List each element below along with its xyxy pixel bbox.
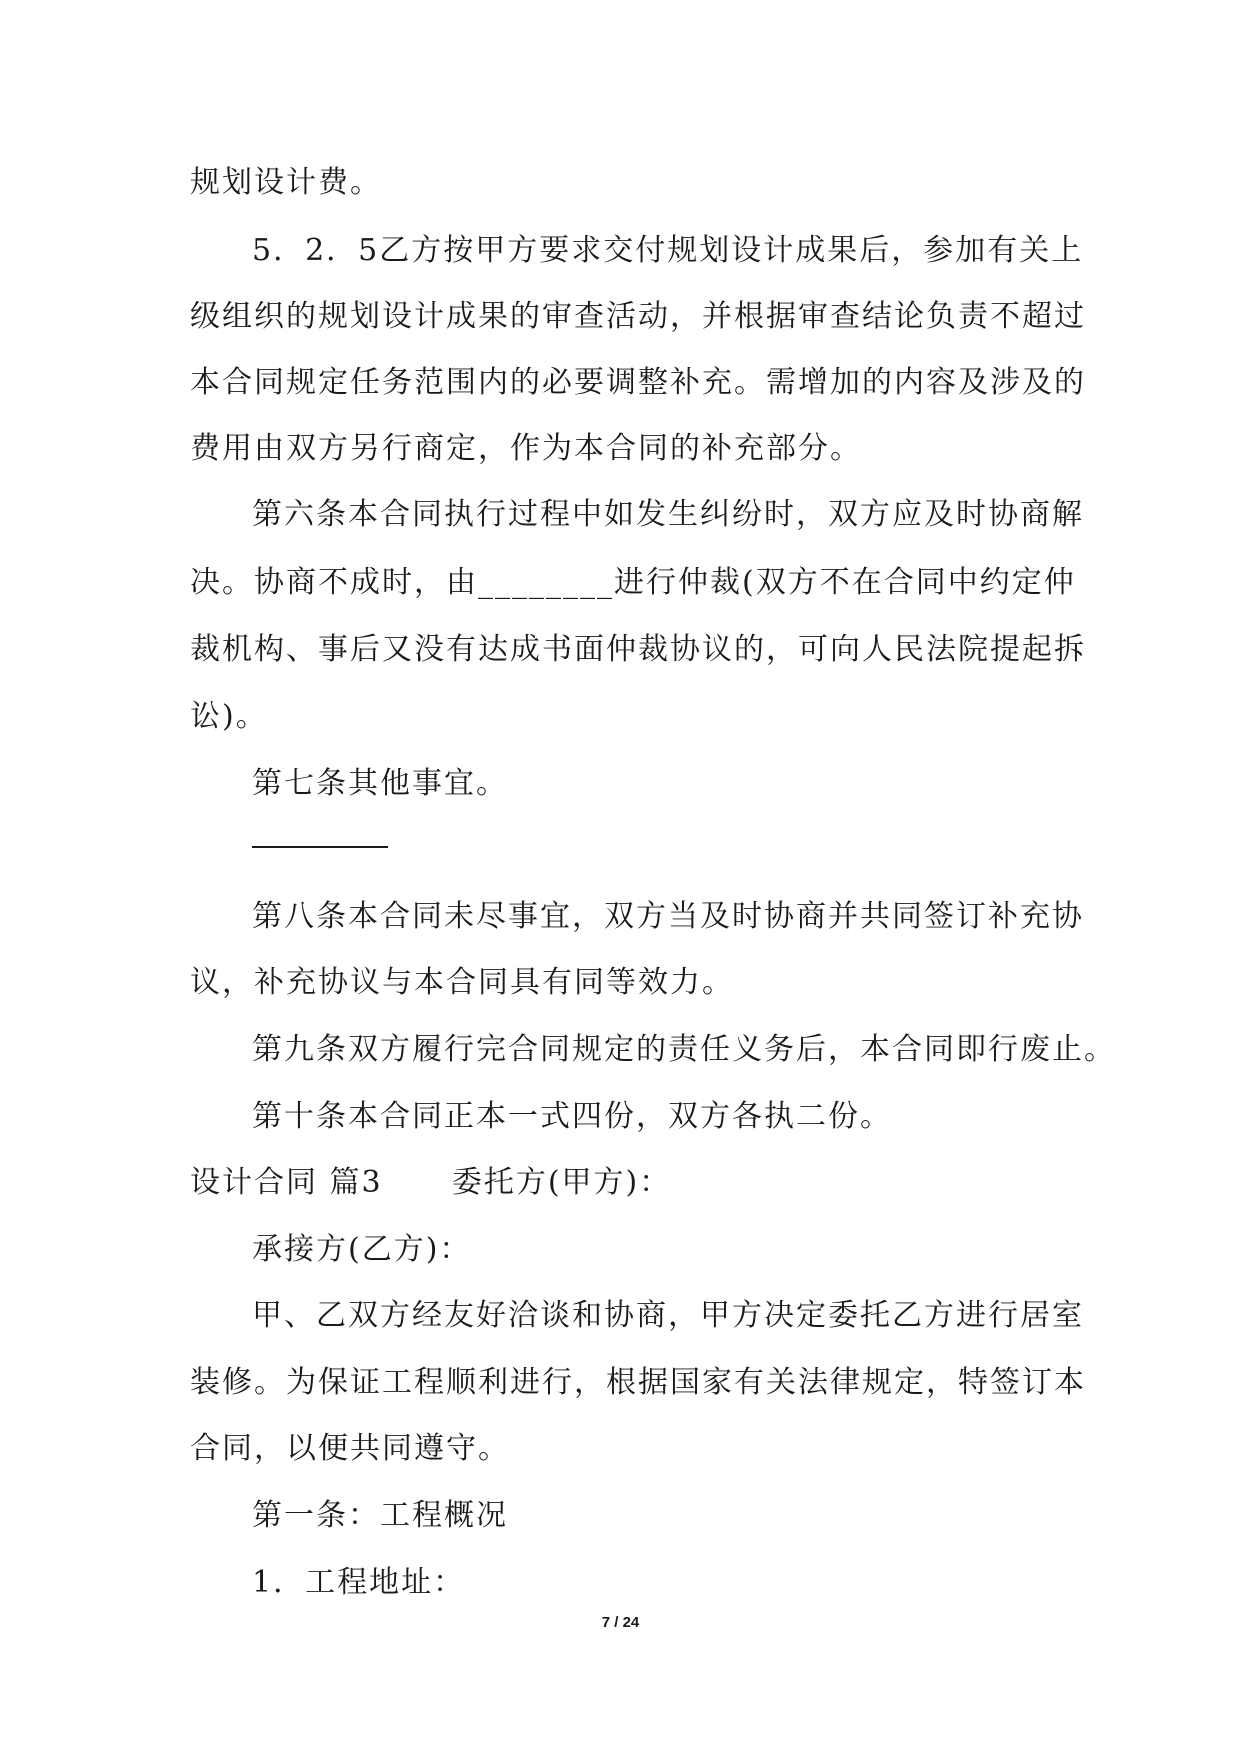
paragraph-line: 讼)。 bbox=[190, 699, 268, 734]
paragraph-line: 费用由双方另行商定，作为本合同的补充部分。 bbox=[190, 431, 862, 466]
paragraph-line: 甲、乙双方经友好洽谈和协商，甲方决定委托乙方进行居室 bbox=[252, 1298, 1084, 1333]
paragraph-line: 合同，以便共同遵守。 bbox=[190, 1431, 510, 1466]
paragraph-line: 规划设计费。 bbox=[190, 165, 382, 200]
paragraph-line: 裁机构、事后又没有达成书面仲裁协议的，可向人民法院提起拆 bbox=[190, 632, 1086, 667]
paragraph-line: 本合同规定任务范围内的必要调整补充。需增加的内容及涉及的 bbox=[190, 365, 1086, 400]
page-number: 7 / 24 bbox=[601, 1614, 640, 1631]
paragraph-line: 第八条本合同未尽事宜，双方当及时协商并共同签订补充协 bbox=[252, 899, 1084, 934]
paragraph-line: 第七条其他事宜。 bbox=[252, 766, 508, 801]
paragraph-line: 1．工程地址： bbox=[252, 1565, 466, 1600]
section-heading: 设计合同 篇3 委托方(甲方)： bbox=[190, 1165, 672, 1200]
paragraph-line: 第六条本合同执行过程中如发生纠纷时，双方应及时协商解 bbox=[252, 497, 1084, 532]
paragraph-line: 5．2．5乙方按甲方要求交付规划设计成果后，参加有关上 bbox=[252, 233, 1084, 268]
paragraph-line: 级组织的规划设计成果的审查活动，并根据审查结论负责不超过 bbox=[190, 299, 1086, 334]
paragraph-line: 议，补充协议与本合同具有同等效力。 bbox=[190, 965, 734, 1000]
paragraph-line: 第十条本合同正本一式四份，双方各执二份。 bbox=[252, 1099, 892, 1134]
blank-underline bbox=[252, 846, 388, 848]
paragraph-line: 装修。为保证工程顺利进行，根据国家有关法律规定，特签订本 bbox=[190, 1365, 1086, 1400]
paragraph-line: 决。协商不成时，由________进行仲裁(双方不在合同中约定仲 bbox=[190, 565, 1076, 600]
paragraph-line: 承接方(乙方)： bbox=[252, 1232, 472, 1267]
paragraph-line: 第一条：工程概况 bbox=[252, 1498, 508, 1533]
paragraph-line: 第九条双方履行完合同规定的责任义务后，本合同即行废止。 bbox=[252, 1032, 1116, 1067]
